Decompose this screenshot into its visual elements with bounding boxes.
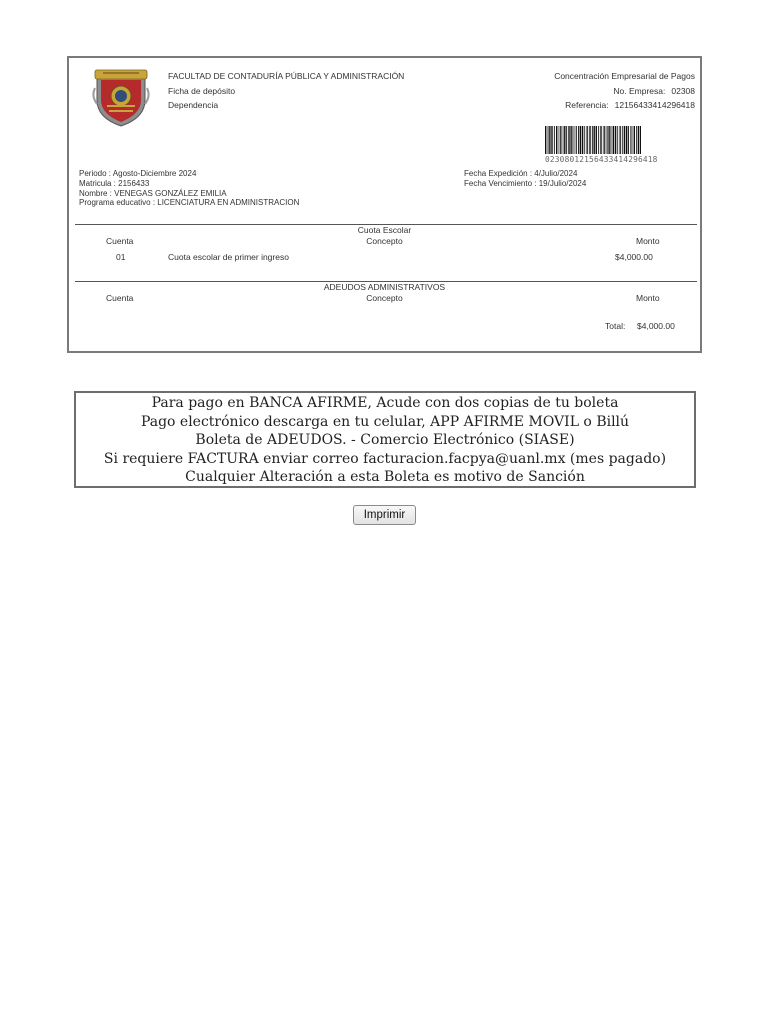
barcode-bar xyxy=(634,126,635,154)
barcode-bar xyxy=(604,126,605,154)
barcode-bar xyxy=(632,126,633,154)
barcode-bar xyxy=(630,126,631,154)
reference-label: Referencia: xyxy=(565,100,609,110)
barcode-bar xyxy=(600,126,601,154)
program: Programa educativo : LICENCIATURA EN ADMINISTRACION xyxy=(79,198,300,208)
barcode-bar xyxy=(576,126,577,154)
barcode-image xyxy=(545,126,641,154)
student-name: Nombre : VENEGAS GONZÁLEZ EMILIA xyxy=(79,188,227,198)
barcode-bar xyxy=(586,126,587,154)
header-right xyxy=(554,69,695,113)
barcode-bar xyxy=(573,126,574,154)
barcode-bar xyxy=(617,126,618,154)
company-label: No. Empresa: xyxy=(613,85,666,96)
barcode-bar xyxy=(613,126,614,154)
fee-col-concept: Concepto xyxy=(366,236,403,246)
barcode-bar xyxy=(578,126,579,154)
total-amount: $4,000.00 xyxy=(637,321,675,331)
barcode-bar xyxy=(584,126,585,154)
barcode-bar xyxy=(556,126,557,154)
fee-row-concept: Cuota escolar de primer ingreso xyxy=(168,252,289,262)
barcode-bar xyxy=(554,126,555,154)
total-label: Total: xyxy=(605,321,626,331)
fee-row-account: 01 xyxy=(116,252,126,262)
concentration-label: Concentración Empresarial de Pagos xyxy=(554,71,695,81)
debts-section-title: ADEUDOS ADMINISTRATIVOS xyxy=(323,282,446,292)
barcode-bar xyxy=(624,126,625,154)
barcode-bar xyxy=(594,126,595,154)
barcode-bar xyxy=(611,126,612,154)
barcode-bar xyxy=(559,126,560,154)
barcode-bar xyxy=(606,126,607,154)
barcode-bar xyxy=(549,126,550,154)
barcode-bar xyxy=(570,126,571,154)
debts-col-amount: Monto xyxy=(636,293,660,303)
barcode-bar xyxy=(626,126,627,154)
barcode-bar xyxy=(580,126,581,154)
faculty-shield-logo xyxy=(91,66,151,128)
student-info xyxy=(79,169,299,208)
barcode-bar xyxy=(622,126,623,154)
barcode-bar xyxy=(545,126,546,154)
faculty-name: FACULTAD DE CONTADURÍA PÚBLICA Y ADMINISTRACIÓN xyxy=(168,71,405,81)
debts-col-account: Cuenta xyxy=(106,293,134,303)
barcode-bar xyxy=(636,126,637,154)
barcode-bar xyxy=(608,126,609,154)
period: Periodo : Agosto-Diciembre 2024 xyxy=(79,169,197,178)
barcode-bar xyxy=(589,126,590,154)
fee-row-amount: $4,000.00 xyxy=(615,252,653,262)
dependency-label: Dependencia xyxy=(168,100,219,110)
barcode-bar xyxy=(562,126,563,154)
print-button[interactable]: Imprimir xyxy=(353,505,416,525)
payment-notice xyxy=(74,391,696,488)
barcode-bar xyxy=(566,126,567,154)
fee-col-amount: Monto xyxy=(636,236,660,246)
fee-col-account: Cuenta xyxy=(106,236,134,246)
reference-number: 12156433414296418 xyxy=(614,100,695,110)
barcode-bar xyxy=(592,126,593,154)
deposit-slip xyxy=(67,56,702,353)
barcode-bar xyxy=(615,126,616,154)
due-date: Fecha Vencimiento : 19/Julio/2024 xyxy=(464,178,587,188)
barcode-bar xyxy=(640,126,641,154)
barcode-bar xyxy=(619,126,620,154)
dates-info xyxy=(464,169,586,189)
document-type: Ficha de depósito xyxy=(168,85,236,96)
barcode-bar xyxy=(548,126,549,154)
barcode-number: 02308012156433414296418 xyxy=(545,155,658,164)
barcode-bar xyxy=(607,126,608,154)
barcode-bar xyxy=(575,126,576,154)
fee-section-title: Cuota Escolar xyxy=(357,225,412,235)
enrollment: Matricula : 2156433 xyxy=(79,178,150,188)
barcode-bar xyxy=(551,126,552,154)
barcode-bar xyxy=(598,126,599,154)
company-number: 02308 xyxy=(671,85,695,96)
notice-line: Si requiere FACTURA enviar correo facturacion.facpya@uanl.mx (mes pagado) xyxy=(103,450,667,467)
company-number-row xyxy=(554,84,695,99)
barcode-bar xyxy=(587,126,588,154)
barcode-bar xyxy=(638,126,639,154)
barcode-bar xyxy=(628,126,629,154)
barcode-bar xyxy=(564,126,565,154)
barcode-bar xyxy=(620,126,621,154)
issue-date: Fecha Expedición : 4/Julio/2024 xyxy=(464,169,578,178)
notice-line: Pago electrónico descarga en tu celular, APP AFIRME MOVIL o Billú xyxy=(140,413,630,430)
barcode-bar xyxy=(560,126,561,154)
notice-line: Boleta de ADEUDOS. - Comercio Electrónico (SIASE) xyxy=(195,432,575,449)
barcode-bar xyxy=(582,126,583,154)
notice-line: Cualquier Alteración a esta Boleta es motivo de Sanción xyxy=(185,469,585,486)
barcode-bar xyxy=(563,126,564,154)
header-left xyxy=(168,69,404,113)
barcode-bar xyxy=(596,126,597,154)
barcode-bar xyxy=(568,126,569,154)
notice-line: Para pago en BANCA AFIRME, Acude con dos copias de tu boleta xyxy=(151,395,619,411)
debts-col-concept: Concepto xyxy=(366,293,403,303)
barcode-bar xyxy=(603,126,604,154)
reference-row xyxy=(554,98,695,113)
